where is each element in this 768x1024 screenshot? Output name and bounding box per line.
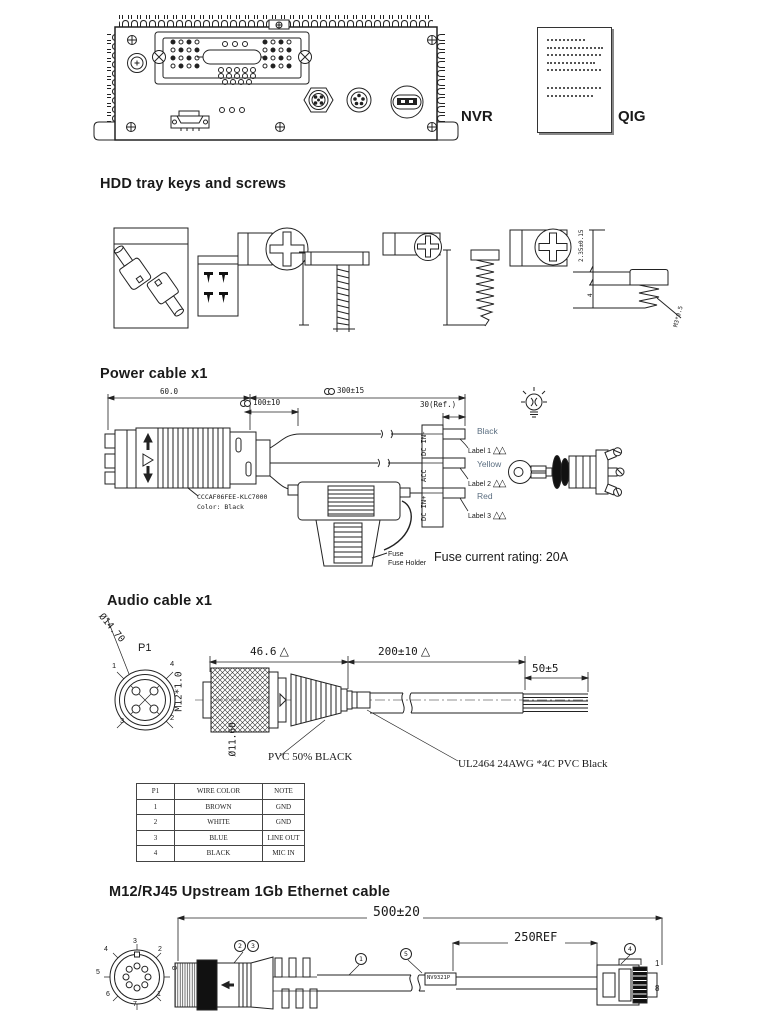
m12-pin-8: 8 (170, 966, 177, 970)
block-label-dc-in-plus: DC IN+ (420, 495, 428, 521)
wire-color-red: Red (477, 491, 493, 501)
cell-note: LINE OUT (263, 830, 305, 846)
qig-document (537, 27, 612, 133)
table-row (137, 815, 305, 831)
wire-color-black: Black (477, 426, 498, 436)
qig-text-line (547, 39, 585, 41)
ethernet-cable-marking: NV9321P (427, 975, 451, 981)
balloon-4: 4 (624, 943, 636, 955)
block-label-acc: ACC (420, 469, 428, 482)
screw-packet (198, 256, 238, 316)
m12-pin-5: 5 (96, 969, 100, 976)
table-header-p1: P1 (137, 784, 175, 800)
power-connector (105, 428, 270, 496)
audio-pin-3: 3 (120, 716, 125, 725)
audio-pin-4: 4 (170, 659, 175, 668)
qig-text-line (547, 69, 601, 71)
m12-pin-7: 7 (133, 1001, 137, 1008)
ethernet-cable-run (317, 973, 597, 991)
audio-cable-jacket (370, 693, 523, 713)
keys-and-packet-drawing (112, 226, 242, 332)
cell-color: WHITE (175, 815, 263, 831)
m12-pin-4: 4 (104, 946, 108, 953)
balloon-callout-icon (328, 388, 335, 395)
cell-note: GND (263, 799, 305, 815)
audio-section-heading: Audio cable x1 (107, 593, 213, 609)
balloon-3: 3 (247, 940, 259, 952)
cell-color: BROWN (175, 799, 263, 815)
revision-triangles-icon: △△ (492, 478, 505, 489)
balloon-1: 1 (355, 953, 367, 965)
audio-pin-1: 1 (112, 661, 117, 670)
table-header-wire-color: WIRE COLOR (175, 784, 263, 800)
power-dim-300: 300±15 (324, 387, 364, 395)
cell-color: BLACK (175, 846, 263, 862)
screw-head-height-dim: 2.35±0.15 (578, 229, 585, 262)
fuse-holder-label: Fuse Holder (388, 560, 427, 567)
power-cable-drawing (100, 386, 665, 576)
wire-color-yellow: Yellow (477, 459, 502, 469)
table-header-row (137, 784, 305, 800)
audio-body-diameter-dim: Ø11.60 (227, 722, 239, 757)
cell-pin: 2 (137, 815, 175, 831)
power-dim-60: 60.0 (160, 387, 179, 396)
machine-screw-long (238, 228, 369, 332)
cell-pin: 3 (137, 830, 175, 846)
qig-text-line (547, 47, 603, 49)
table-row (137, 846, 305, 862)
balloon-2: 2 (234, 940, 246, 952)
tapping-screw (383, 233, 499, 326)
ignition-key-switch-drawing (509, 447, 625, 498)
wire-label-3: Label 3 △△ (468, 510, 505, 521)
qig-label: QIG (618, 108, 646, 125)
cell-color: BLUE (175, 830, 263, 846)
qig-text-line (547, 95, 593, 97)
nvr-device-drawing (85, 6, 465, 150)
power-dim-30ref: 30(Ref.) (420, 400, 457, 409)
audio-face-diameter-dim: Ø14.70 (96, 611, 127, 645)
ethernet-dim-250-text: 250REF (514, 930, 558, 944)
audio-stripped-wires (523, 694, 588, 712)
revision-triangle-icon: △ (420, 644, 431, 658)
rj45-connector (597, 959, 660, 1005)
table-row (137, 830, 305, 846)
fuse-rating-note: Fuse current rating: 20A (434, 550, 569, 564)
wire-label-2: Label 2 △△ (468, 478, 505, 489)
wire-label-block (422, 425, 468, 527)
screws-drawing (233, 226, 703, 334)
audio-dim-466: 46.6 △ (250, 644, 289, 658)
power-section-heading: Power cable x1 (100, 366, 208, 382)
flange-screw-short (510, 229, 681, 318)
table-header-note: NOTE (263, 784, 305, 800)
audio-dim-50: 50±5 (532, 662, 559, 675)
power-dim-lines (108, 394, 465, 430)
block-label-dc-in-minus: DC IN- (420, 430, 428, 456)
audio-pin-2: 2 (170, 713, 175, 722)
nvr-label: NVR (461, 108, 493, 125)
fuse-label: Fuse (388, 551, 404, 558)
revision-triangles-icon: △△ (492, 445, 505, 456)
tip-bulb-icon (521, 387, 547, 417)
cell-note: GND (263, 815, 305, 831)
m12-pin-1: 1 (157, 991, 161, 998)
cell-pin: 4 (137, 846, 175, 862)
m12-pin-6: 6 (106, 991, 110, 998)
cell-note: MIC IN (263, 846, 305, 862)
m12-pin-3: 3 (133, 938, 137, 945)
power-dim-100: 100±10 (240, 399, 280, 407)
rj45-pin-8: 8 (655, 984, 660, 993)
audio-thread-dim: M12*1.0 (173, 671, 185, 712)
balloon-callout-icon (244, 400, 251, 407)
wire-label-1: Label 1 △△ (468, 445, 505, 456)
audio-cable-spec-note: UL2464 24AWG *4C PVC Black (458, 758, 608, 770)
qig-text-line (547, 62, 595, 64)
ethernet-m12-face (104, 944, 170, 1010)
revision-triangles-icon: △△ (492, 510, 505, 521)
ethernet-dim-500-text: 500±20 (373, 905, 420, 920)
audio-plug-label: P1 (138, 642, 152, 654)
ethernet-m12-connector-side (175, 957, 317, 1010)
hdd-section-heading: HDD tray keys and screws (100, 176, 287, 192)
revision-triangle-icon: △ (279, 644, 289, 658)
table-row (137, 799, 305, 815)
rj45-pin-1: 1 (655, 959, 660, 968)
balloon-5: 5 (400, 948, 412, 960)
ethernet-dim-250 (453, 941, 597, 971)
qig-text-line (547, 54, 601, 56)
ethernet-cable-drawing (95, 903, 675, 1023)
m12-pin-2: 2 (158, 946, 162, 953)
audio-jacket-note: PVC 50% BLACK (268, 751, 353, 763)
hdd-tray (153, 32, 312, 85)
screw-thread-length-dim: 4 (587, 293, 594, 297)
cell-pin: 1 (137, 799, 175, 815)
qig-text-line (547, 87, 601, 89)
screw-thread-spec: M3*0.5 (672, 305, 685, 328)
power-connector-color: Color: Black (197, 503, 244, 511)
audio-wire-table (136, 783, 305, 862)
ethernet-section-heading: M12/RJ45 Upstream 1Gb Ethernet cable (109, 884, 391, 900)
power-connector-part-number: CCCAF06FEE-KLC7000 (197, 493, 268, 501)
audio-dim-200: 200±10 △ (378, 644, 431, 658)
